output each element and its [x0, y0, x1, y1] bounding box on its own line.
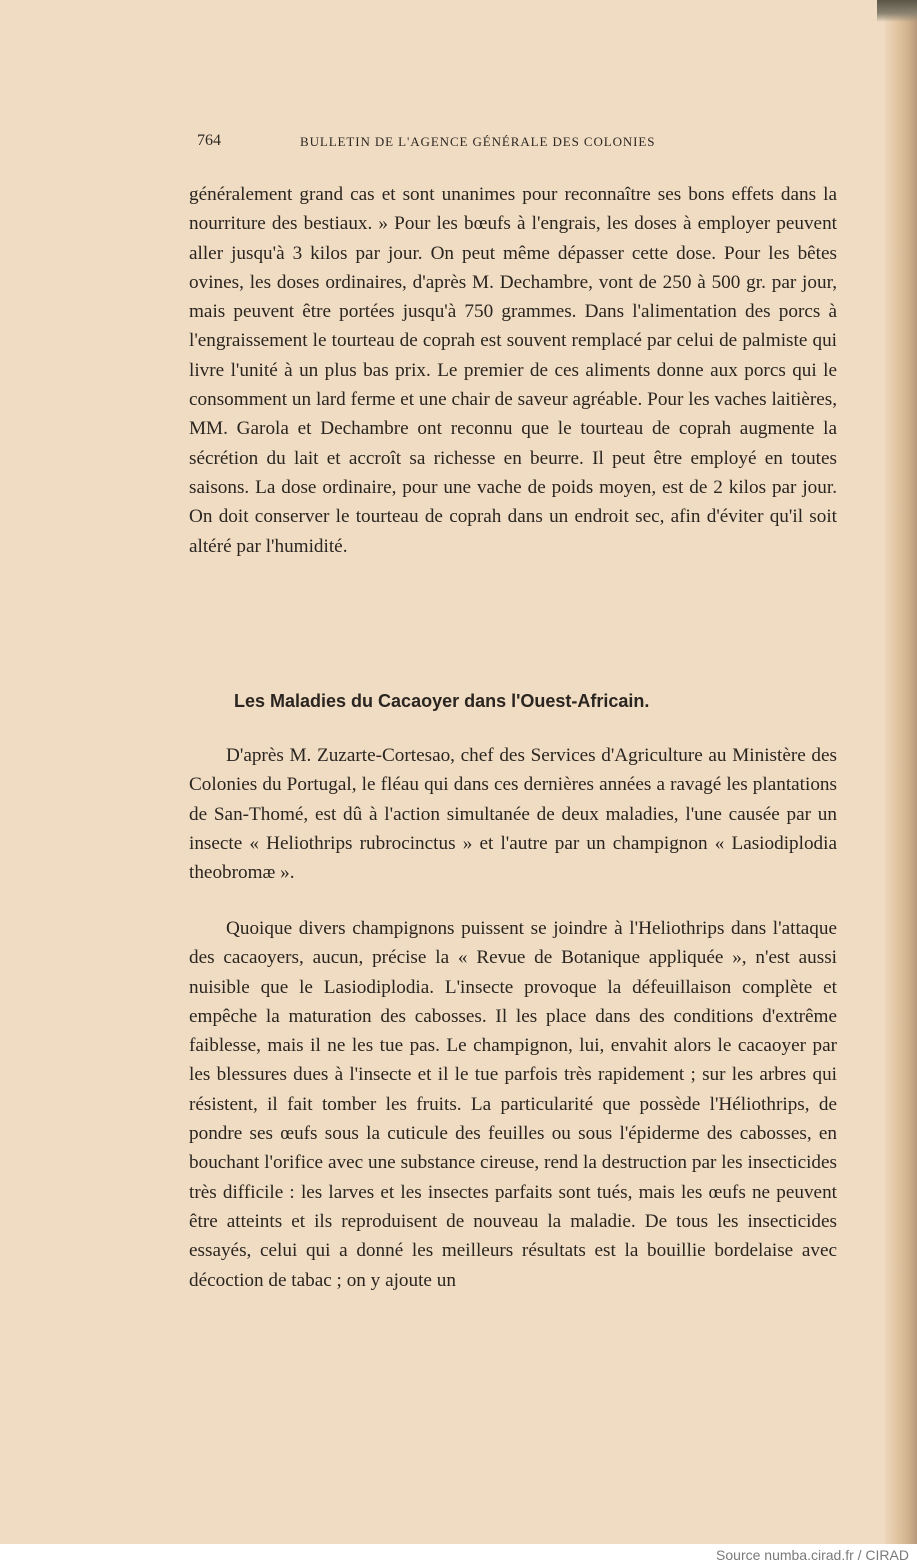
page-edge-shadow: [885, 0, 917, 1544]
source-credit: Source numba.cirad.fr / CIRAD: [716, 1547, 909, 1563]
page-number: 764: [197, 132, 221, 149]
paragraph-3: Quoique divers champignons puissent se joindre à l'Heliothrips dans l'attaque des cacaoyers, aucun, précise la « Revue de Botanique appliquée », n'est aussi nuisible que le Lasiodiplodia. L'insecte provoque la défeuillaison complète et empêche la maturation des cabosses. Il les place dans des conditions d'extrême faiblesse, mais il ne les tue pas. Le champignon, lui, envahit alors le cacaoyer par les blessures dues à l'insecte et il le tue parfois très rapidement ; sur les arbres qui résistent, il fait tomber les fruits. La particularité que possède l'Héliothrips, de pondre ses œufs sous la cuticule des feuilles ou sous l'épiderme des cabosses, en bouchant l'orifice avec une substance cireuse, rend la destruction par les insecticides très difficile : les larves et les insectes parfaits sont tués, mais les œufs ne peuvent être atteints et ils reproduisent de nouveau la maladie. De tous les insecticides essayés, celui qui a donné les meilleurs résultats est la bouillie bordelaise avec décoction de tabac ; on y ajoute un: [189, 918, 837, 1291]
page-corner-shadow: [877, 0, 917, 22]
paragraph-1: généralement grand cas et sont unanimes pour reconnaître ses bons effets dans la nourriture des bestiaux. » Pour les bœufs à l'engrais, les doses à employer peuvent aller jusqu'à 3 kilos par jour. On peut même dépasser cette dose. Pour les bêtes ovines, les doses ordinaires, d'après M. Dechambre, vont de 250 à 500 gr. par jour, mais peuvent être portées jusqu'à 750 grammes. Dans l'alimentation des porcs à l'engraissement le tourteau de coprah est souvent remplacé par celui de palmiste qui livre l'unité à un plus bas prix. Le premier de ces aliments donne aux porcs qui le consomment un lard ferme et une chair de saveur agréable. Pour les vaches laitières, MM. Garola et Dechambre ont reconnu que le tourteau de coprah augmente la sécrétion du lait et accroît sa richesse en beurre. Il peut être employé en toutes saisons. La dose ordinaire, pour une vache de poids moyen, est de 2 kilos par jour. On doit conserver le tourteau de coprah dans un endroit sec, afin d'éviter qu'il soit altéré par l'humidité.: [189, 184, 837, 557]
paragraph-2: D'après M. Zuzarte-Cortesao, chef des Services d'Agriculture au Ministère des Colonies du Portugal, le fléau qui dans ces dernières années a ravagé les plantations de San-Thomé, est dû à l'action simultanée de deux maladies, l'une causée par un insecte « Heliothrips rubrocinctus » et l'autre par un champignon « Lasiodiplodia theobromæ ».: [189, 745, 837, 884]
running-title: BULLETIN DE L'AGENCE GÉNÉRALE DES COLONIES: [300, 134, 656, 149]
section-title: Les Maladies du Cacaoyer dans l'Ouest-Africain.: [234, 691, 650, 711]
